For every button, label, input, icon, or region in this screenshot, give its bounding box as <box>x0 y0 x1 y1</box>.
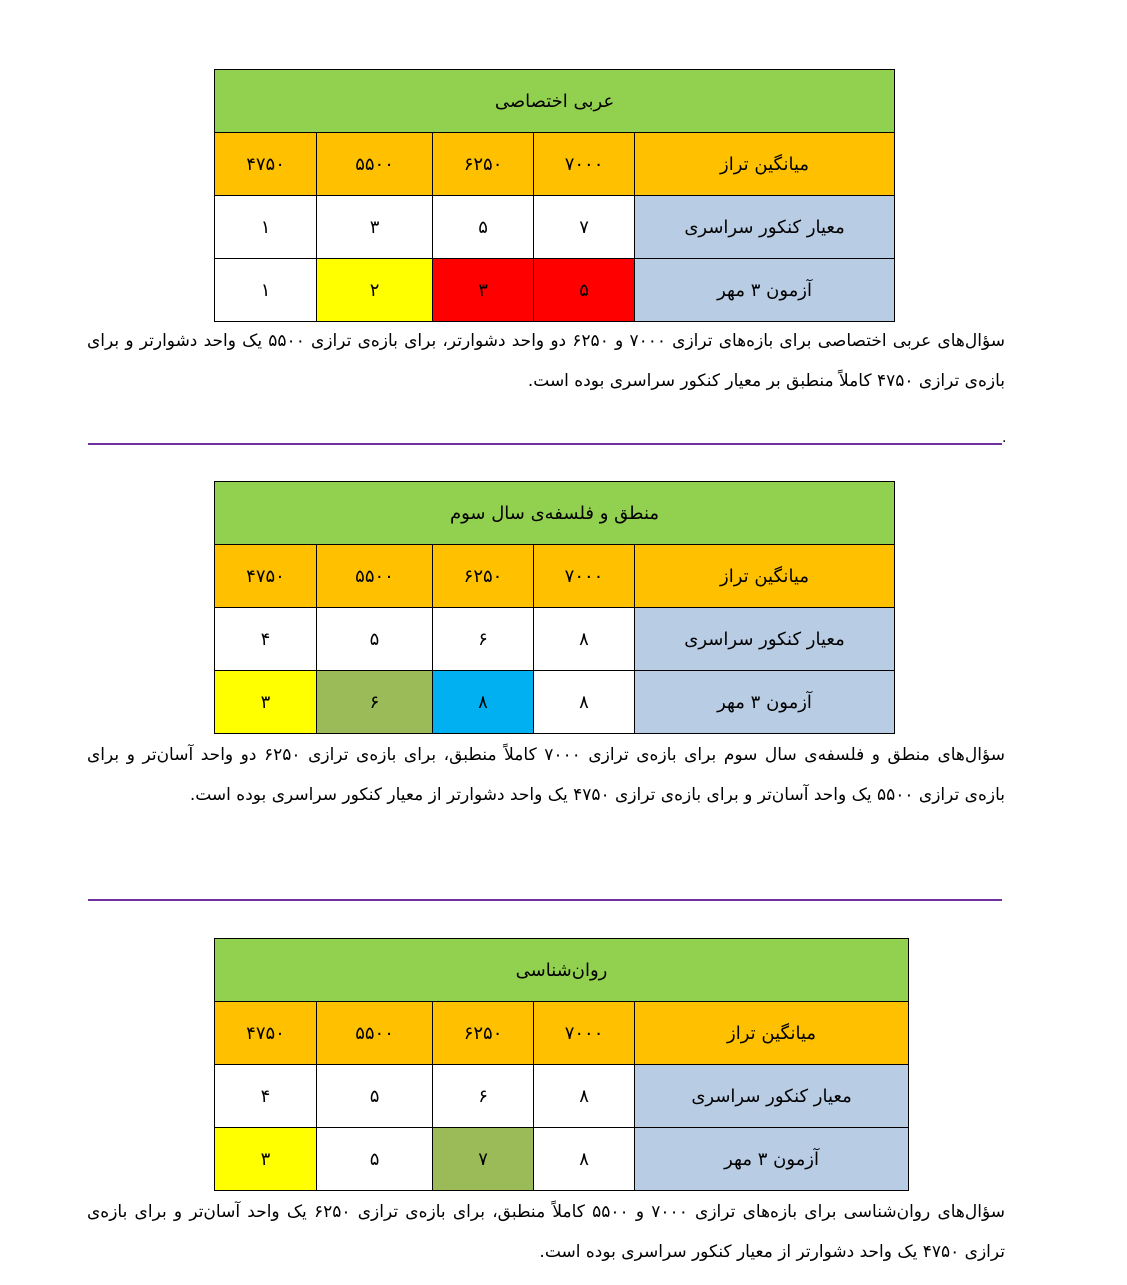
table-row <box>215 196 895 259</box>
column-header: ۶۲۵۰ <box>433 133 534 196</box>
table-cell: ۱ <box>215 196 317 259</box>
column-header: ۷۰۰۰ <box>534 1002 635 1065</box>
table-title: عربی اختصاصی <box>215 70 895 133</box>
column-header: ۵۵۰۰ <box>317 1002 433 1065</box>
row-label: معیار کنکور سراسری <box>635 608 895 671</box>
table-row <box>215 608 895 671</box>
table-cell: ۵ <box>317 1128 433 1191</box>
table-cell: ۵ <box>317 1065 433 1128</box>
table-cell: ۸ <box>534 1128 635 1191</box>
table-row <box>215 1128 909 1191</box>
row-label: آزمون ۳ مهر <box>635 671 895 734</box>
table-cell: ۵ <box>317 608 433 671</box>
section-divider <box>88 899 1002 901</box>
header-label: میانگین تراز <box>635 1002 909 1065</box>
column-header: ۴۷۵۰ <box>215 545 317 608</box>
table-title: منطق و فلسفه‌ی سال سوم <box>215 482 895 545</box>
table-cell: ۵ <box>433 196 534 259</box>
table-cell: ۲ <box>317 259 433 322</box>
table-cell: ۱ <box>215 259 317 322</box>
table-cell: ۳ <box>433 259 534 322</box>
table-cell: ۳ <box>215 1128 317 1191</box>
table-cell: ۸ <box>534 1065 635 1128</box>
table-cell: ۶ <box>317 671 433 734</box>
section-divider <box>88 443 1002 445</box>
column-header: ۵۵۰۰ <box>317 133 433 196</box>
column-header: ۴۷۵۰ <box>215 1002 317 1065</box>
psychology-score-table <box>214 938 909 1191</box>
logic-philosophy-score-table <box>214 481 895 734</box>
header-label: میانگین تراز <box>635 133 895 196</box>
logic-philosophy-description: سؤال‌های منطق و فلسفه‌ی سال سوم برای بازه‌ی ترازی ۷۰۰۰ کاملاً منطبق، برای بازه‌ی ترازی ۶۲۵۰ دو واحد آسان‌تر و برای بازه‌ی ترازی ۵۵۰۰ یک واحد آسان‌تر و برای بازه‌ی ترازی ۴۷۵۰ یک واحد دشوارتر از معیار کنکور سراسری بوده است. <box>87 745 1005 805</box>
table-cell: ۳ <box>215 671 317 734</box>
psychology-description: سؤال‌های روان‌شناسی برای بازه‌های ترازی ۷۰۰۰ و ۵۵۰۰ کاملاً منطبق، برای بازه‌ی ترازی ۶۲۵۰ یک واحد آسان‌تر و برای بازه‌ی ترازی ۴۷۵۰ یک واحد دشوارتر از معیار کنکور سراسری بوده است. <box>87 1202 1005 1262</box>
table-cell: ۵ <box>534 259 635 322</box>
table-row <box>215 259 895 322</box>
table-cell: ۴ <box>215 608 317 671</box>
table-cell: ۳ <box>317 196 433 259</box>
column-header: ۶۲۵۰ <box>433 1002 534 1065</box>
table-cell: ۷ <box>534 196 635 259</box>
column-header: ۷۰۰۰ <box>534 133 635 196</box>
table-row <box>215 1065 909 1128</box>
row-label: معیار کنکور سراسری <box>635 196 895 259</box>
arabic-description: سؤال‌های عربی اختصاصی برای بازه‌های ترازی ۷۰۰۰ و ۶۲۵۰ دو واحد دشوارتر، برای بازه‌ی ترازی ۵۵۰۰ یک واحد دشوارتر و برای بازه‌ی ترازی ۴۷۵۰ کاملاً منطبق بر معیار کنکور سراسری بوده است. <box>87 331 1005 391</box>
row-label: آزمون ۳ مهر <box>635 259 895 322</box>
column-header: ۵۵۰۰ <box>317 545 433 608</box>
divider-dot: . <box>1002 430 1007 446</box>
table-cell: ۷ <box>433 1128 534 1191</box>
column-header: ۶۲۵۰ <box>433 545 534 608</box>
table-cell: ۴ <box>215 1065 317 1128</box>
row-label: معیار کنکور سراسری <box>635 1065 909 1128</box>
arabic-score-table <box>214 69 895 322</box>
header-label: میانگین تراز <box>635 545 895 608</box>
table-cell: ۸ <box>534 608 635 671</box>
column-header: ۴۷۵۰ <box>215 133 317 196</box>
table-title: روان‌شناسی <box>215 939 909 1002</box>
table-cell: ۶ <box>433 1065 534 1128</box>
table-cell: ۸ <box>433 671 534 734</box>
table-cell: ۸ <box>534 671 635 734</box>
table-cell: ۶ <box>433 608 534 671</box>
row-label: آزمون ۳ مهر <box>635 1128 909 1191</box>
table-row <box>215 671 895 734</box>
column-header: ۷۰۰۰ <box>534 545 635 608</box>
